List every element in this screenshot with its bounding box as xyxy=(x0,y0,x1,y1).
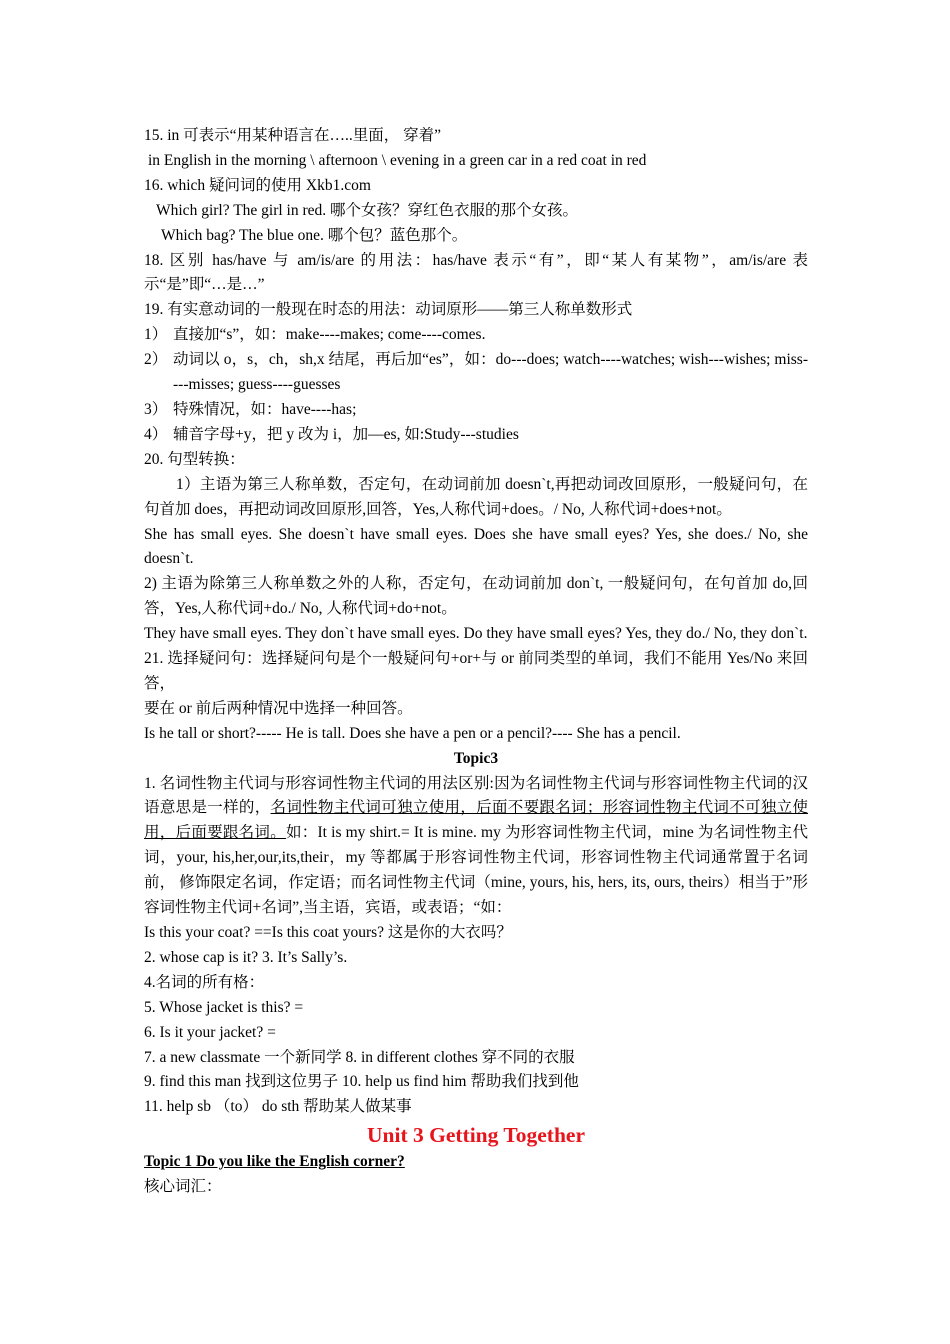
topic3-item-1-underlined: 名词性物主代词可独立使用，后面不要跟名词；形容词性物主代词不可独立使用，后面要跟名词。 xyxy=(144,799,808,842)
rule-3 xyxy=(144,398,808,423)
item-20: 20. 句型转换： xyxy=(144,450,245,468)
rule-3-text: 特殊情况，如：have----has; xyxy=(173,400,357,418)
topic3-example: Is this your coat? ==Is this coat yours? 这是你的大衣吗？ xyxy=(144,924,512,941)
topic3-item-2: 2. whose cap is it? 3. It’s Sally’s. xyxy=(144,948,348,966)
topic3-item-4: 4.名词的所有格： xyxy=(144,973,265,991)
rule-1-number: 1） xyxy=(144,326,168,344)
document-page xyxy=(144,124,808,1200)
rule-1 xyxy=(144,323,808,348)
item-21: 21. 选择疑问句：选择疑问句是个一般疑问句+or+与 or 前同类型的单词，我们不能用 Yes/No 来回答， xyxy=(144,650,808,692)
core-vocabulary-label: 核心词汇： xyxy=(144,1178,222,1196)
item-15-examples: in English in the morning \ afternoon \ evening in a green car in a red coat in red xyxy=(148,151,647,169)
rule-4-number: 4） xyxy=(144,425,168,443)
unit-3-title: Unit 3 Getting Together xyxy=(367,1123,585,1148)
topic-1-title: Topic 1 Do you like the English corner? xyxy=(144,1153,405,1171)
item-21-continued: 要在 or 前后两种情况中选择一种回答。 xyxy=(144,699,413,717)
rule-1-text: 直接加“s”，如：make----makes; come----comes. xyxy=(173,326,486,344)
item-16-example-a: Which girl? The girl in red. 哪个女孩？穿红色衣服的那个女孩。 xyxy=(156,201,579,219)
item-16-example-b: Which bag? The blue one. 哪个包？蓝色那个。 xyxy=(161,226,468,244)
topic3-item-5: 5. Whose jacket is this? = xyxy=(144,998,304,1016)
item-15: 15. in 可表示“用某种语言在…..里面， 穿着” xyxy=(144,127,442,144)
topic3-item-11: 11. help sb （to） do sth 帮助某人做某事 xyxy=(144,1098,412,1116)
item-20-part-2: 2) 主语为除第三人称单数之外的人称，否定句，在动词前加 don`t, 一般疑问句，在句首加 do,回答，Yes,人称代词+do./ No, 人称代词+do+not。 xyxy=(144,575,808,618)
rule-4 xyxy=(144,423,808,448)
item-20-part-2-example: They have small eyes. They don`t have small eyes. Do they have small eyes? Yes, they do./ No, they don`t. xyxy=(144,625,808,643)
item-16: 16. which 疑问词的使用 Xkb1.com xyxy=(144,176,371,194)
rule-2-text: 动词以 o，s，ch，sh,x 结尾，再后加“es”，如：do---does; watch----watches; wish---wishes; miss----misses; guess----guesses xyxy=(173,351,808,394)
item-21-example: Is he tall or short?----- He is tall. Does she have a pen or a pencil?---- She has a pencil. xyxy=(144,724,681,742)
item-19: 19. 有实意动词的一般现在时态的用法：动词原形——第三人称单数形式 xyxy=(144,301,633,319)
topic3-item-1 xyxy=(144,772,808,921)
topic3-item-9: 9. find this man 找到这位男子 10. help us find him 帮助我们找到他 xyxy=(144,1073,579,1091)
topic3-item-7: 7. a new classmate 一个新同学 8. in different clothes 穿不同的衣服 xyxy=(144,1048,575,1066)
rule-2-number: 2） xyxy=(144,351,168,369)
item-20-part-1: 1）主语为第三人称单数，否定句，在动词前加 doesn`t,再把动词改回原形，一般疑问句，在句首加 does，再把动词改回原形,回答，Yes,人称代词+does。/ No, 人称代词+does+not。 xyxy=(144,475,808,518)
topic3-item-1-rest: 如：It is my shirt.= It is mine. my 为形容词性物主代词，mine 为名词性物主代词，your, his,her,our,its,their，my 等都属于形容词性物主代词，形容词性物主代词通常置于名词前， 修饰限定名词，作定语；而名词性物主代词（mine, yours, his, hers, its, ours, theirs）相当于”形容词性物主代词+名词”,当主语，宾语，或表语；“如： xyxy=(144,824,808,917)
item-18: 18. 区别 has/have 与 am/is/are 的用法：has/have 表示“有”，即“某人有某物”，am/is/are 表示“是”即“…是…” xyxy=(144,251,808,294)
topic3-item-1-intro: 1. 名词性物主代词与形容词性物主代词的用法区别:因为名词性物主代词与形容词性物主代词的汉语意思是一样的， xyxy=(144,774,808,817)
rule-2 xyxy=(144,348,808,398)
topic3-heading: Topic3 xyxy=(453,749,499,767)
rule-3-number: 3） xyxy=(144,400,168,418)
item-20-part-1-example: She has small eyes. She doesn`t have small eyes. Does she have small eyes? Yes, she does./ No, she doesn`t. xyxy=(144,525,808,568)
topic3-item-6: 6. Is it your jacket? = xyxy=(144,1023,276,1041)
rule-4-text: 辅音字母+y，把 y 改为 i，加—es, 如:Study---studies xyxy=(173,425,519,443)
